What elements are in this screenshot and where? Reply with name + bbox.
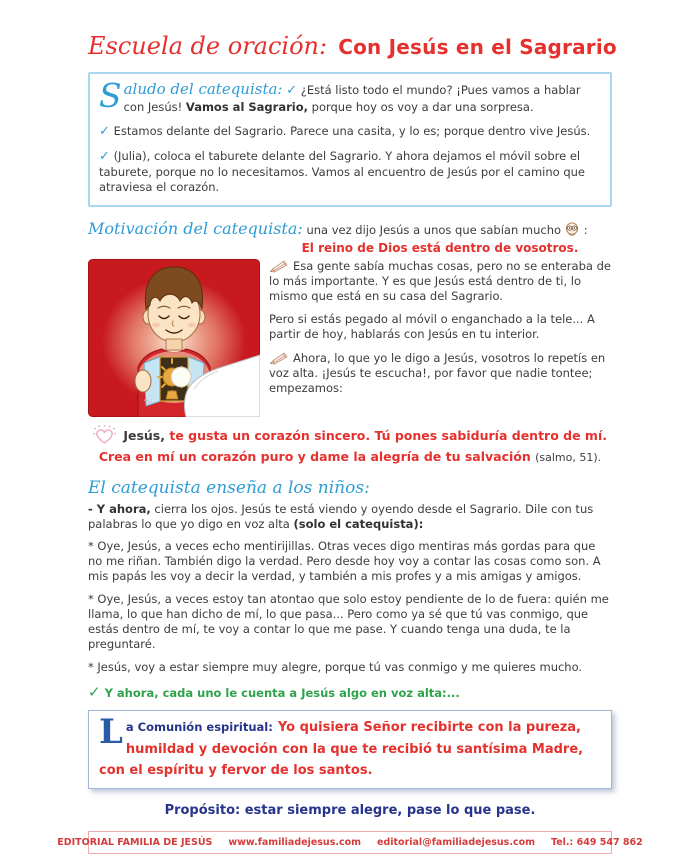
prayer-line1-text: te gusta un corazón sincero. Tú pones sabiduría dentro de mí. [169,427,607,443]
motivation-heading-line [88,219,612,238]
green-invitation-line [88,683,612,703]
teaching-intro-bold1: - Y ahora, [88,501,151,516]
document-page [57,0,643,854]
publisher-name: EDITORIAL FAMILIA DE JESÚS [57,837,213,848]
motivation-para-1 [269,259,612,304]
teaching-bullet-3: * Jesús, voy a estar siempre muy alegre, porque tú vas conmigo y me quieres mucho. [88,660,583,674]
prayer-name: Jesús, [123,427,166,443]
motivation-para2-text: Pero si estás pegado al móvil o enganchado a la tele... A partir de hoy, hablarás con Jesús en tu interior. [269,312,595,342]
greeting-item1-rest: porque hoy os voy a dar una sorpresa. [311,99,534,114]
motivation-para3-text: Ahora, lo que yo le digo a Jesús, vosotros lo repetís en voz alta. ¡Jesús te escucha!, por favor que nadie tontee; empezamos: [269,351,606,396]
prayer-psalm-reference: (salmo, 51). [535,450,602,464]
greeting-item-1 [99,76,601,115]
title-part1: Escuela de oración: [88,32,328,60]
motivation-columns [88,259,612,417]
greeting-item-2 [99,123,601,140]
check-icon: ✓ [99,149,110,165]
greeting-item-3 [99,148,601,196]
motivation-heading: Motivación del catequista: [88,218,303,238]
greeting-heading: aludo del catequista: [123,80,283,98]
prayer-line-2 [88,446,612,468]
green-line-text: Y ahora, cada uno le cuenta a Jesús algo en voz alta:... [104,685,460,700]
teaching-section [88,478,612,703]
check-icon: ✓ [286,83,298,98]
heart-icon [93,425,116,446]
greeting-item1-text: ¿Está listo todo el mundo? ¡Pues vamos a hablar con Jesús! [123,83,581,114]
pencil-icon [269,259,288,273]
motivation-text-column [269,259,612,406]
communion-label: a Comunión espiritual: [125,720,273,735]
illustration-svg [88,259,260,417]
greeting-item2-text: Estamos delante del Sagrario. Parece una casita, y lo es; porque dentro vive Jesús. [113,123,591,138]
kingdom-quote: El reino de Dios está dentro de vosotros. [301,240,579,255]
check-icon: ✓ [99,123,110,139]
footer-bar [57,831,643,854]
prayer-line-1 [88,425,612,446]
greeting-box [88,72,612,207]
page-title [88,24,617,62]
dropcap-s: S [99,76,122,115]
teaching-bullet-2: * Oye, Jesús, a veces estoy tan atontao que solo estoy pendiente de lo de fuera: quién me llama, lo que han dicho de mí, lo que pasa... Pero como ya sé que tú vas conmigo, que estás dentro de mí, te voy a contar lo que me pase. Y cuando tenga una duda, te la preguntaré. [88,592,609,652]
motivation-para-2 [269,312,612,342]
spiritual-communion-box [88,710,612,789]
motivation-intro: una vez dijo Jesús a unos que sabían mucho [306,222,562,237]
wise-owl-icon [565,222,579,237]
publisher-email: editorial@familiadejesus.com [377,837,535,848]
greeting-item3-text: (Julia), coloca el taburete delante del Sagrario. Y ahora dejamos el móvil sobre el taburete, porque no lo necesitamos. Vamos al encuentro de Jesús por el camino que atraviesa el corazón. [99,149,585,195]
prayer-line2-text: Crea en mí un corazón puro y dame la alegría de tu salvación [98,448,531,464]
motivation-para1-text: Esa gente sabía muchas cosas, pero no se enteraba de lo más importante. Y es que Jesús está dentro de ti, lo mismo que está en su casa del Sagrario. [269,258,611,303]
purpose-line: Propósito: estar siempre alegre, pase lo que pase. [164,803,536,818]
teaching-intro-text: cierra los ojos. Jesús te está viendo y oyendo desde el Sagrario. Dile con tus palabras lo que yo digo en voz alta [88,501,594,531]
motivation-para-3 [269,351,612,396]
prayer-block [88,425,612,468]
communion-prayer-text: Yo quisiera Señor recibirte con la pureza, humildad y devoción con la que te recibió tu santísima Madre, con el espíritu y fervor de los santos. [99,720,584,778]
teaching-heading: El catequista enseña a los niños: [88,477,370,498]
teaching-intro [88,502,612,532]
dropcap-l: L [99,712,123,753]
publisher-phone: Tel.: 649 547 862 [551,837,643,848]
teaching-intro-bold2: (solo el catequista): [293,516,424,531]
pencil-icon [269,351,288,365]
publisher-website: www.familiadejesus.com [228,837,362,848]
title-part2: Con Jesús en el Sagrario [338,35,617,59]
teaching-bullet-1: * Oye, Jesús, a veces echo mentirijillas. Otras veces digo mentiras más gordas para que no me riñan. También digo la verdad. Pero desde hoy voy a contar las cosas como son. A mis papás les voy a decir la verdad, y también a mis profes y a mis amigas y amigos. [88,539,601,584]
green-check-icon: ✓ [88,682,101,701]
greeting-item1-bold: Vamos al Sagrario, [185,99,308,114]
motivation-colon: : [583,222,588,237]
jesus-sagrario-illustration [88,259,260,417]
